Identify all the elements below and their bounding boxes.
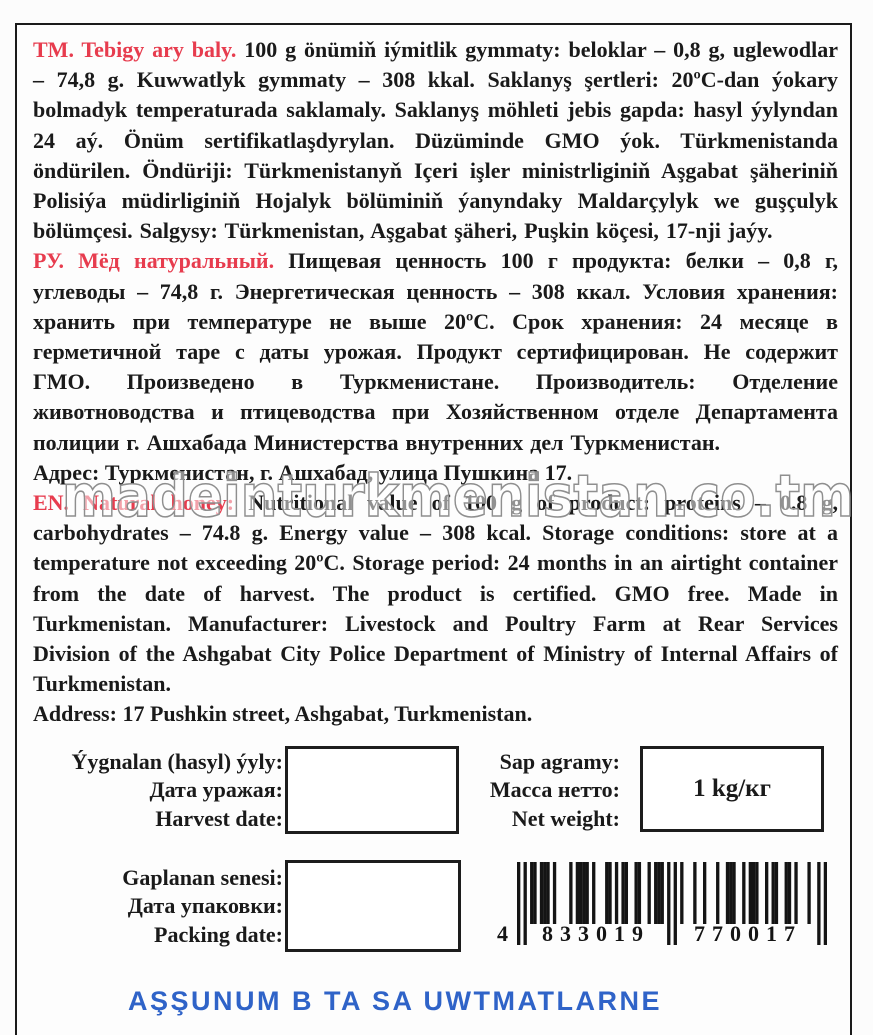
packing-date-field	[285, 860, 461, 952]
ean13-barcode	[497, 862, 827, 952]
section-english	[33, 488, 838, 699]
section-english-heading: EN. Natural honey:	[33, 490, 235, 516]
packing-date-label-ru: Дата упаковки:	[127, 893, 283, 919]
packing-date-label-tm: Gaplanan senesi:	[122, 864, 283, 890]
section-russian-body: Пищевая ценность 100 г продукта: белки – 0,8 г, углеводы – 74,8 г. Энергетическая ценность – 308 ккал. Условия хранения: хранить при температуре не выше 20ºС. Срок хранения: 24 месяце в герметичной таре с даты урожая. Продукт сертифицирован. Не содержит ГМО. Произведено в Туркменистане. Производитель: Отделение животноводства и птицеводства при Хозяйственном отделе Департамента полиции г. Ашхабада Министерства внутренних дел Туркменистан.	[33, 248, 839, 455]
barcode-digit-first: 4	[497, 920, 508, 946]
section-russian	[33, 246, 838, 457]
barcode-digits-right: 770017	[694, 920, 802, 946]
packing-date-label-en: Packing date:	[154, 921, 283, 947]
section-turkmen-heading: TM. Tebigy ary baly.	[33, 37, 237, 62]
harvest-date-label-ru: Дата уражая:	[149, 777, 283, 803]
harvest-date-label-tm: Ýygnalan (hasyl) ýyly:	[71, 748, 283, 774]
address-english: Address: 17 Pushkin street, Ashgabat, Turkmenistan.	[33, 701, 533, 727]
net-weight-label-ru: Масса нетто:	[489, 777, 620, 803]
section-turkmen	[33, 35, 838, 246]
section-russian-heading: РУ. Мёд натуральный.	[33, 248, 275, 274]
address-russian: Адрес: Туркменистан, г. Ашхабад, улица Пушкина 17.	[33, 459, 573, 485]
label-form-area	[33, 736, 838, 971]
net-weight-label-tm: Sap agramy:	[499, 748, 620, 774]
barcode-digits-left: 833019	[542, 920, 650, 946]
net-weight-labels	[430, 748, 620, 834]
clipped-blue-stamp-text: AŞŞUNUM B TA SA UWTMATLARNE	[128, 986, 662, 1016]
packing-date-labels	[33, 864, 283, 950]
section-english-body: Nutritional value of 100 g of product: proteins – 0.8 g, carbohydrates – 74.8 g. Energy value – 308 kcal. Storage conditions: store at a temperature not exceeding 20ºC. Storage period: 24 months in an airtight container from the date of harvest. The product is certified. GMO free. Made in Turkmenistan. Manufacturer: Livestock and Poultry Farm at Rear Services Division of the Ashgabat City Police Department of Ministry of Internal Affairs of Turkmenistan.	[33, 490, 839, 697]
label-border-frame	[15, 23, 852, 1035]
harvest-date-labels	[33, 748, 283, 834]
net-weight-label-en: Net weight:	[511, 805, 620, 831]
section-turkmen-body: 100 g önümiň iýmitlik gymmaty: beloklar – 0,8 g, uglewodlar – 74,8 g. Kuwwatlyk gymmaty – 308 kkal. Saklanyş şertleri: 20ºC-dan ýokary bolmadyk temperaturada saklamaly. Saklanyş möhleti jebis gapda: hasyl ýylyndan 24 aý. Önüm sertifikatlaşdyrylan. Düzüminde GMO ýok. Türkmenistanda öndürilen. Öndüriji: Türkmenistanyň Içeri işler ministrliginiň Aşgabat şäheriniň Polisiýa müdirliginiň Hojalyk bölüminiň ýanyndaky Maldarçylyk we guşçulyk bölümçesi. Salgysy: Türkmenistan, Aşgabat şäheri, Puşkin köçesi, 17-nji jaýy.	[33, 37, 838, 244]
harvest-date-label-en: Harvest date:	[155, 805, 283, 831]
net-weight-value-box: 1 kg/кг	[640, 746, 824, 832]
watermark-text: madeinturkmenistan.co.tm	[62, 464, 854, 530]
